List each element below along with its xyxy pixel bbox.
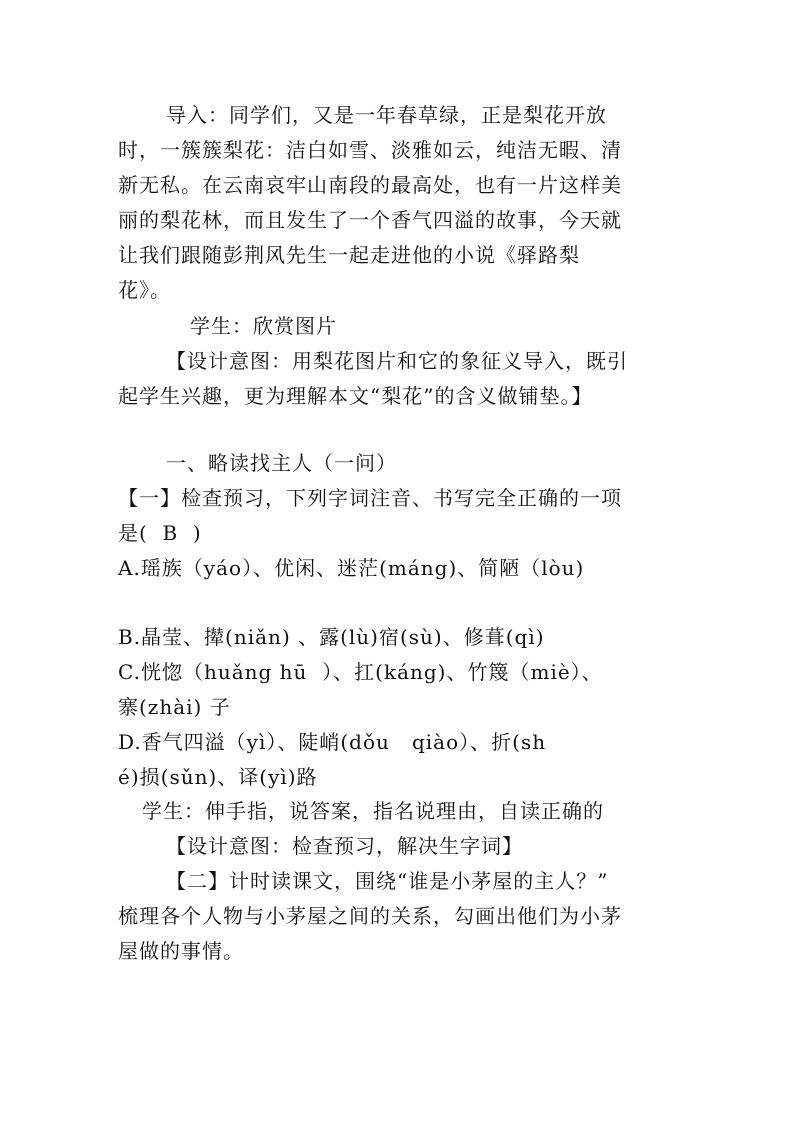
design-intent-1-line-1: 【设计意图：用梨花图片和它的象征义导入，既引 <box>166 349 628 373</box>
intro-line-6: 花》。 <box>118 278 171 302</box>
student-activity-1: 学生：欣赏图片 <box>190 314 337 338</box>
intro-line-3: 新无私。在云南哀牢山南段的最高处，也有一片这样美 <box>118 173 622 197</box>
option-d-line-2: é)损(sǔn)、译(yì)路 <box>118 765 318 789</box>
intro-line-2: 时，一簇簇梨花：洁白如雪、淡雅如云，纯洁无暇、清 <box>118 138 622 162</box>
option-c-line-1: C.恍惚（huǎng hū ）、扛(káng)、竹篾（miè）、 <box>118 660 603 684</box>
question-1-line-1: 【一】检查预习，下列字词注音、书写完全正确的一项 <box>118 486 622 510</box>
question-1-line-2: 是( B ) <box>118 521 202 545</box>
design-intent-2: 【设计意图：检查预习，解决生字词】 <box>166 834 523 858</box>
option-d-line-1: D.香气四溢（yì）、陡峭(dǒu qiào）、折(sh <box>118 730 547 754</box>
intro-line-1: 导入：同学们，又是一年春草绿，正是梨花开放 <box>166 103 607 127</box>
intro-line-5: 让我们跟随彭荆风先生一起走进他的小说《驿路梨 <box>118 243 580 267</box>
task-2-line-3: 屋做的事情。 <box>118 939 244 963</box>
option-a: A.瑶族（yáo）、优闲、迷茫(máng)、简陋（lòu) <box>118 556 585 580</box>
section-heading: 一、略读找主人（一问） <box>166 451 397 475</box>
task-2-line-1: 【二】计时读课文，围绕“谁是小茅屋的主人？” <box>166 869 609 893</box>
task-2-line-2: 梳理各个人物与小茅屋之间的关系，勾画出他们为小茅 <box>118 904 622 928</box>
option-c-line-2: 寨(zhài) 子 <box>118 695 231 719</box>
student-activity-2: 学生：伸手指，说答案，指名说理由，自读正确的 <box>142 799 604 823</box>
intro-line-4: 丽的梨花林，而且发生了一个香气四溢的故事，今天就 <box>118 208 622 232</box>
design-intent-1-line-2: 起学生兴趣，更为理解本文“梨花”的含义做铺垫。】 <box>118 384 593 408</box>
option-b: B.晶莹、撵(niǎn) 、露(lù)宿(sù)、修葺(qì) <box>118 625 545 649</box>
